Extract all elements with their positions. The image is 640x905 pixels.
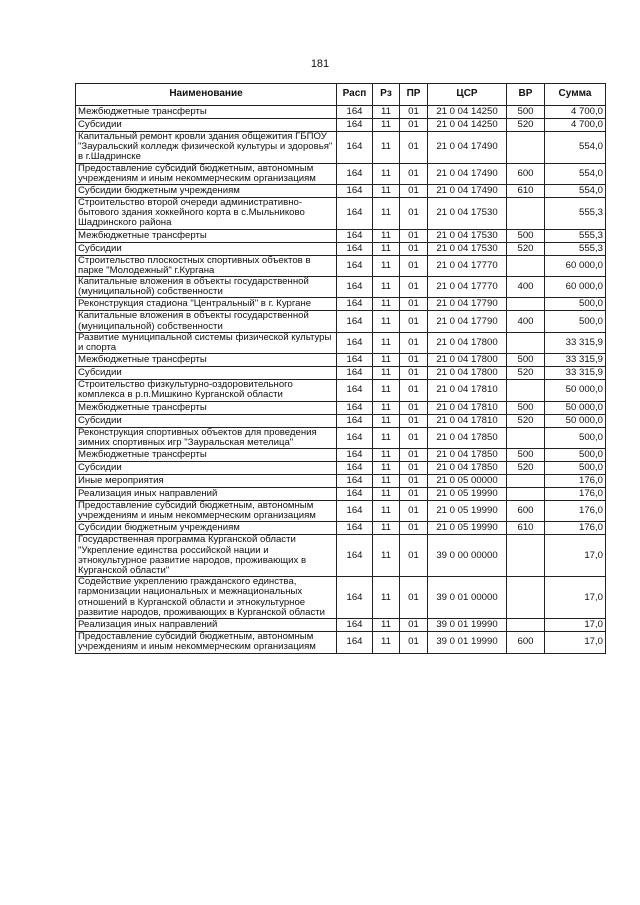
cell-pr: 01 (400, 354, 428, 367)
cell-csr: 21 0 04 17810 (428, 414, 507, 427)
cell-pr: 01 (400, 522, 428, 535)
cell-name: Межбюджетные трансферты (76, 229, 337, 242)
cell-pr: 01 (400, 401, 428, 414)
cell-rz: 11 (373, 501, 400, 522)
cell-name: Предоставление субсидий бюджетным, автономным учреждениям и иным некоммерческим организациям (76, 163, 337, 184)
cell-name: Субсидии бюджетным учреждениям (76, 185, 337, 198)
cell-sum: 4 700,0 (545, 106, 606, 119)
cell-rz: 11 (373, 311, 400, 332)
cell-rz: 11 (373, 462, 400, 475)
cell-rz: 11 (373, 198, 400, 230)
cell-pr: 01 (400, 163, 428, 184)
cell-vr (507, 332, 545, 353)
cell-csr: 39 0 01 19990 (428, 632, 507, 653)
cell-pr: 01 (400, 298, 428, 311)
cell-vr (507, 488, 545, 501)
cell-rz: 11 (373, 354, 400, 367)
cell-rasp: 164 (337, 119, 373, 132)
cell-sum: 176,0 (545, 488, 606, 501)
cell-rasp: 164 (337, 311, 373, 332)
cell-rz: 11 (373, 185, 400, 198)
cell-rz: 11 (373, 163, 400, 184)
cell-vr: 520 (507, 462, 545, 475)
cell-sum: 555,3 (545, 242, 606, 255)
cell-name: Строительство второй очереди административно-бытового здания хоккейного корта в с.Мыльниково Шадринского района (76, 198, 337, 230)
cell-name: Межбюджетные трансферты (76, 449, 337, 462)
cell-rz: 11 (373, 632, 400, 653)
cell-sum: 60 000,0 (545, 255, 606, 276)
cell-rasp: 164 (337, 255, 373, 276)
cell-pr: 01 (400, 462, 428, 475)
cell-sum: 500,0 (545, 298, 606, 311)
cell-sum: 176,0 (545, 522, 606, 535)
cell-rz: 11 (373, 298, 400, 311)
cell-pr: 01 (400, 332, 428, 353)
cell-sum: 50 000,0 (545, 401, 606, 414)
header-name: Наименование (76, 84, 337, 106)
cell-csr: 21 0 04 17850 (428, 449, 507, 462)
cell-name: Субсидии (76, 414, 337, 427)
cell-rasp: 164 (337, 198, 373, 230)
cell-vr (507, 380, 545, 401)
table-row (76, 427, 606, 448)
cell-rasp: 164 (337, 185, 373, 198)
cell-name: Капитальные вложения в объекты государственной (муниципальной) собственности (76, 311, 337, 332)
cell-rz: 11 (373, 277, 400, 298)
cell-sum: 60 000,0 (545, 277, 606, 298)
cell-sum: 176,0 (545, 501, 606, 522)
cell-csr: 21 0 05 19990 (428, 522, 507, 535)
cell-pr: 01 (400, 380, 428, 401)
cell-name: Субсидии (76, 462, 337, 475)
cell-csr: 21 0 04 17850 (428, 462, 507, 475)
table-row (76, 488, 606, 501)
cell-pr: 01 (400, 277, 428, 298)
cell-name: Субсидии (76, 119, 337, 132)
cell-csr: 21 0 04 14250 (428, 106, 507, 119)
cell-pr: 01 (400, 132, 428, 164)
cell-name: Государственная программа Курганской области "Укрепление единства российской нации и этнокультурное развитие народов, проживающих в Курганской области" (76, 535, 337, 577)
cell-pr: 01 (400, 255, 428, 276)
cell-sum: 554,0 (545, 132, 606, 164)
table-row (76, 462, 606, 475)
table-row (76, 332, 606, 353)
cell-vr: 500 (507, 449, 545, 462)
table-row (76, 501, 606, 522)
cell-vr: 520 (507, 367, 545, 380)
header-pr: ПР (400, 84, 428, 106)
table-row (76, 132, 606, 164)
cell-pr: 01 (400, 185, 428, 198)
cell-rasp: 164 (337, 427, 373, 448)
cell-pr: 01 (400, 475, 428, 488)
cell-rasp: 164 (337, 380, 373, 401)
table-row (76, 298, 606, 311)
cell-name: Строительство физкультурно-оздоровительного комплекса в р.п.Мишкино Курганской области (76, 380, 337, 401)
cell-sum: 500,0 (545, 427, 606, 448)
cell-rasp: 164 (337, 449, 373, 462)
cell-csr: 21 0 04 17530 (428, 198, 507, 230)
cell-pr: 01 (400, 311, 428, 332)
table-row (76, 535, 606, 577)
cell-csr: 21 0 05 19990 (428, 488, 507, 501)
cell-rz: 11 (373, 427, 400, 448)
cell-pr: 01 (400, 577, 428, 619)
cell-pr: 01 (400, 229, 428, 242)
cell-sum: 554,0 (545, 185, 606, 198)
cell-rasp: 164 (337, 577, 373, 619)
cell-vr: 500 (507, 354, 545, 367)
cell-csr: 21 0 04 17790 (428, 311, 507, 332)
cell-rasp: 164 (337, 332, 373, 353)
cell-rz: 11 (373, 488, 400, 501)
cell-name: Развитие муниципальной системы физической культуры и спорта (76, 332, 337, 353)
cell-name: Межбюджетные трансферты (76, 401, 337, 414)
cell-sum: 176,0 (545, 475, 606, 488)
header-rasp: Расп (337, 84, 373, 106)
cell-name: Реконструкция стадиона "Центральный" в г. Кургане (76, 298, 337, 311)
table-row (76, 311, 606, 332)
table-row (76, 277, 606, 298)
table-header-row (76, 84, 606, 106)
cell-csr: 21 0 04 17490 (428, 132, 507, 164)
cell-csr: 21 0 04 17490 (428, 185, 507, 198)
cell-csr: 21 0 04 17530 (428, 242, 507, 255)
cell-pr: 01 (400, 106, 428, 119)
cell-rz: 11 (373, 229, 400, 242)
cell-rasp: 164 (337, 354, 373, 367)
cell-pr: 01 (400, 449, 428, 462)
cell-name: Капитальный ремонт кровли здания общежития ГБПОУ "Зауральский колледж физической культуры и здоровья" в г.Шадринске (76, 132, 337, 164)
header-csr: ЦСР (428, 84, 507, 106)
budget-table (75, 83, 606, 654)
cell-vr (507, 427, 545, 448)
cell-name: Содействие укреплению гражданского единства, гармонизации национальных и межнациональных отношений в Курганской области и этнокультурное развитие народов, проживающих в Курганской области (76, 577, 337, 619)
cell-pr: 01 (400, 198, 428, 230)
cell-sum: 33 315,9 (545, 354, 606, 367)
cell-pr: 01 (400, 119, 428, 132)
table-row (76, 367, 606, 380)
table-row (76, 380, 606, 401)
cell-rasp: 164 (337, 277, 373, 298)
cell-pr: 01 (400, 632, 428, 653)
cell-sum: 17,0 (545, 632, 606, 653)
cell-csr: 21 0 04 14250 (428, 119, 507, 132)
cell-pr: 01 (400, 367, 428, 380)
table-row (76, 242, 606, 255)
cell-rasp: 164 (337, 367, 373, 380)
cell-csr: 21 0 04 17790 (428, 298, 507, 311)
table-row (76, 255, 606, 276)
cell-rasp: 164 (337, 132, 373, 164)
cell-vr: 500 (507, 401, 545, 414)
cell-sum: 500,0 (545, 311, 606, 332)
cell-csr: 21 0 04 17770 (428, 255, 507, 276)
cell-name: Субсидии бюджетным учреждениям (76, 522, 337, 535)
cell-rasp: 164 (337, 401, 373, 414)
cell-rz: 11 (373, 535, 400, 577)
cell-csr: 21 0 05 19990 (428, 501, 507, 522)
cell-csr: 21 0 04 17770 (428, 277, 507, 298)
cell-name: Предоставление субсидий бюджетным, автономным учреждениям и иным некоммерческим организациям (76, 501, 337, 522)
cell-csr: 39 0 01 19990 (428, 619, 507, 632)
cell-vr (507, 298, 545, 311)
cell-name: Строительство плоскостных спортивных объектов в парке "Молодежный" г.Кургана (76, 255, 337, 276)
table-row (76, 106, 606, 119)
table-row (76, 522, 606, 535)
cell-rasp: 164 (337, 501, 373, 522)
cell-rz: 11 (373, 475, 400, 488)
cell-name: Межбюджетные трансферты (76, 354, 337, 367)
cell-vr (507, 255, 545, 276)
cell-vr (507, 577, 545, 619)
cell-vr: 600 (507, 501, 545, 522)
cell-sum: 555,3 (545, 198, 606, 230)
cell-rz: 11 (373, 132, 400, 164)
cell-name: Реализация иных направлений (76, 619, 337, 632)
cell-rasp: 164 (337, 414, 373, 427)
cell-rz: 11 (373, 119, 400, 132)
cell-sum: 4 700,0 (545, 119, 606, 132)
table-row (76, 119, 606, 132)
cell-rasp: 164 (337, 462, 373, 475)
cell-name: Реализация иных направлений (76, 488, 337, 501)
cell-pr: 01 (400, 488, 428, 501)
cell-rasp: 164 (337, 619, 373, 632)
cell-rasp: 164 (337, 535, 373, 577)
table-row (76, 449, 606, 462)
cell-csr: 21 0 04 17800 (428, 332, 507, 353)
table-row (76, 185, 606, 198)
cell-sum: 17,0 (545, 535, 606, 577)
cell-rz: 11 (373, 106, 400, 119)
cell-vr: 400 (507, 277, 545, 298)
cell-name: Реконструкция спортивных объектов для проведения зимних спортивных игр "Зауральская метелица" (76, 427, 337, 448)
cell-sum: 17,0 (545, 577, 606, 619)
cell-vr: 500 (507, 229, 545, 242)
cell-csr: 39 0 00 00000 (428, 535, 507, 577)
cell-rz: 11 (373, 449, 400, 462)
cell-pr: 01 (400, 427, 428, 448)
cell-name: Субсидии (76, 367, 337, 380)
cell-sum: 33 315,9 (545, 367, 606, 380)
cell-rz: 11 (373, 332, 400, 353)
cell-pr: 01 (400, 414, 428, 427)
table-row (76, 475, 606, 488)
cell-rz: 11 (373, 255, 400, 276)
table-row (76, 163, 606, 184)
cell-sum: 17,0 (545, 619, 606, 632)
header-rz: Рз (373, 84, 400, 106)
cell-name: Субсидии (76, 242, 337, 255)
cell-pr: 01 (400, 501, 428, 522)
cell-pr: 01 (400, 619, 428, 632)
header-vr: ВР (507, 84, 545, 106)
cell-rasp: 164 (337, 475, 373, 488)
cell-csr: 21 0 04 17800 (428, 354, 507, 367)
cell-name: Межбюджетные трансферты (76, 106, 337, 119)
cell-rasp: 164 (337, 488, 373, 501)
cell-vr: 610 (507, 185, 545, 198)
table-row (76, 198, 606, 230)
cell-rz: 11 (373, 367, 400, 380)
cell-csr: 21 0 04 17810 (428, 380, 507, 401)
cell-vr: 600 (507, 163, 545, 184)
cell-rz: 11 (373, 619, 400, 632)
cell-vr: 610 (507, 522, 545, 535)
cell-vr: 520 (507, 242, 545, 255)
page-number: 181 (310, 58, 330, 70)
table-row (76, 354, 606, 367)
cell-sum: 50 000,0 (545, 414, 606, 427)
cell-vr: 520 (507, 119, 545, 132)
cell-rasp: 164 (337, 242, 373, 255)
cell-vr (507, 619, 545, 632)
cell-rasp: 164 (337, 298, 373, 311)
table-row (76, 577, 606, 619)
cell-csr: 21 0 05 00000 (428, 475, 507, 488)
cell-sum: 500,0 (545, 462, 606, 475)
cell-csr: 21 0 04 17850 (428, 427, 507, 448)
cell-rz: 11 (373, 380, 400, 401)
cell-rasp: 164 (337, 632, 373, 653)
cell-pr: 01 (400, 535, 428, 577)
table-row (76, 401, 606, 414)
cell-rz: 11 (373, 414, 400, 427)
cell-csr: 39 0 01 00000 (428, 577, 507, 619)
cell-vr (507, 475, 545, 488)
cell-name: Предоставление субсидий бюджетным, автономным учреждениям и иным некоммерческим организациям (76, 632, 337, 653)
cell-csr: 21 0 04 17800 (428, 367, 507, 380)
table-row (76, 414, 606, 427)
cell-rz: 11 (373, 577, 400, 619)
cell-vr: 500 (507, 106, 545, 119)
cell-csr: 21 0 04 17810 (428, 401, 507, 414)
cell-vr: 600 (507, 632, 545, 653)
cell-rasp: 164 (337, 163, 373, 184)
cell-rz: 11 (373, 401, 400, 414)
cell-sum: 50 000,0 (545, 380, 606, 401)
cell-vr: 400 (507, 311, 545, 332)
cell-pr: 01 (400, 242, 428, 255)
cell-rz: 11 (373, 242, 400, 255)
cell-rasp: 164 (337, 229, 373, 242)
cell-sum: 554,0 (545, 163, 606, 184)
cell-csr: 21 0 04 17490 (428, 163, 507, 184)
cell-vr (507, 132, 545, 164)
table-body (76, 106, 606, 654)
cell-sum: 33 315,9 (545, 332, 606, 353)
cell-name: Иные мероприятия (76, 475, 337, 488)
cell-name: Капитальные вложения в объекты государственной (муниципальной) собственности (76, 277, 337, 298)
cell-vr: 520 (507, 414, 545, 427)
cell-rasp: 164 (337, 106, 373, 119)
cell-vr (507, 198, 545, 230)
header-sum: Сумма (545, 84, 606, 106)
cell-rasp: 164 (337, 522, 373, 535)
table-row (76, 632, 606, 653)
cell-csr: 21 0 04 17530 (428, 229, 507, 242)
cell-sum: 500,0 (545, 449, 606, 462)
cell-rz: 11 (373, 522, 400, 535)
table-row (76, 229, 606, 242)
cell-sum: 555,3 (545, 229, 606, 242)
cell-vr (507, 535, 545, 577)
table-row (76, 619, 606, 632)
